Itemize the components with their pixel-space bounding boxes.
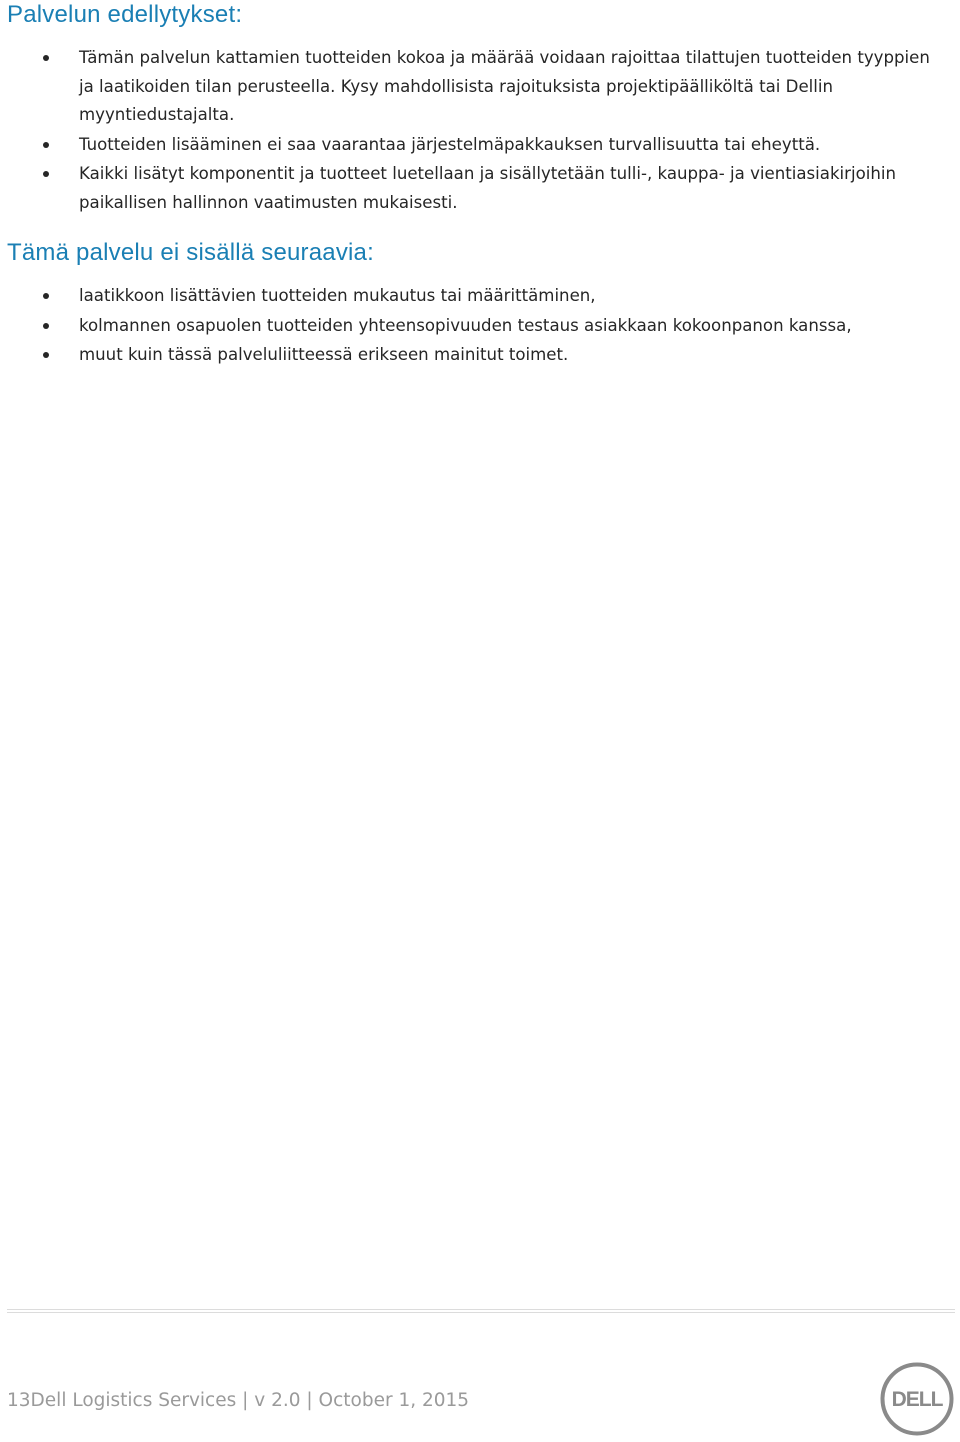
list-item (0, 160, 945, 217)
logo-text: DELL (891, 1388, 943, 1411)
footer-divider (7, 1309, 955, 1313)
section-heading-exclusions: Tämä palvelu ei sisällä seuraavia: (7, 239, 374, 266)
section-heading-prerequisites: Palvelun edellytykset: (7, 1, 243, 28)
document-version: v 2.0 (254, 1390, 301, 1411)
list-item-text: laatikkoon lisättävien tuotteiden mukautus tai määrittäminen, (79, 286, 596, 305)
list-item-text: Tuotteiden lisääminen ei saa vaarantaa järjestelmäpakkauksen turvallisuutta tai eheyttä. (79, 134, 821, 154)
bullet-icon (43, 352, 49, 358)
bullet-icon (43, 293, 49, 299)
dell-logo-icon (880, 1362, 954, 1436)
prerequisites-list (0, 44, 945, 217)
list-item (0, 44, 945, 130)
list-item-text: Tämän palvelun kattamien tuotteiden kokoa ja määrää voidaan rajoittaa tilattujen tuotteiden tyyppien ja laatikoiden tilan perusteella. Kysy mahdollisista rajoituksista projektipäälliköltä tai Dellin myyntiedustajalta. (79, 48, 930, 124)
list-item-text: Kaikki lisätyt komponentit ja tuotteet luetellaan ja sisällytetään tulli-, kauppa- ja vientiasiakirjoihin paikallisen hallinnon vaatimusten mukaisesti. (79, 164, 896, 212)
footer-separator: | (242, 1390, 249, 1411)
bullet-icon (43, 55, 49, 61)
list-item (0, 312, 945, 341)
page-footer (7, 1390, 469, 1411)
bullet-icon (43, 171, 49, 177)
list-item-text: kolmannen osapuolen tuotteiden yhteensopivuuden testaus asiakkaan kokoonpanon kanssa, (79, 315, 852, 335)
document-title: Dell Logistics Services (30, 1390, 237, 1411)
list-item (0, 282, 945, 311)
document-date: October 1, 2015 (318, 1390, 470, 1411)
footer-separator: | (306, 1390, 313, 1411)
bullet-icon (43, 142, 49, 148)
list-item (0, 131, 945, 160)
list-item (0, 341, 945, 370)
page-number: 13 (7, 1390, 31, 1411)
list-item-text: muut kuin tässä palveluliitteessä erikseen mainitut toimet. (79, 345, 569, 364)
bullet-icon (43, 323, 49, 329)
exclusions-list (0, 282, 945, 370)
